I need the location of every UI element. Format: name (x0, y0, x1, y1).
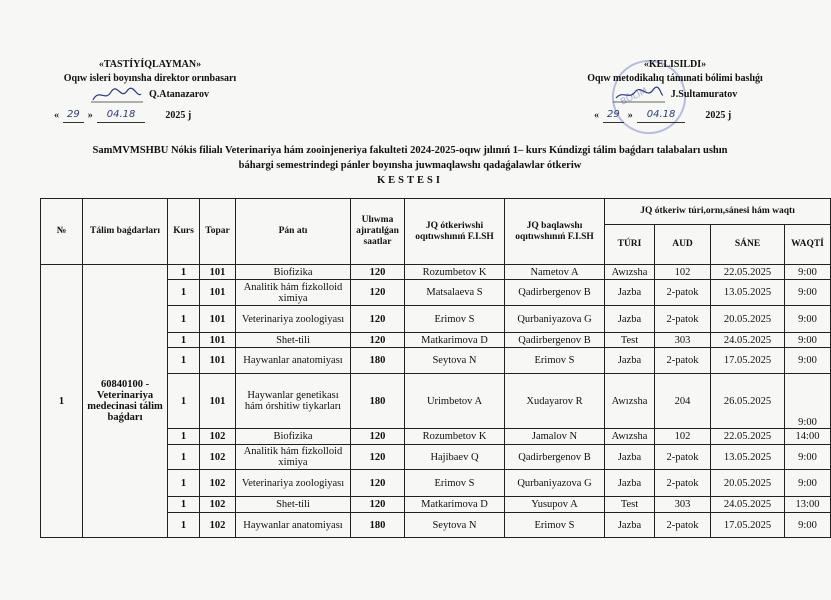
cell-subject: Analitik hám fizkolloid ximiya (236, 280, 351, 306)
header-course: Kurs (168, 199, 200, 265)
approval-right-sign-line (570, 86, 780, 104)
program-name: 60840100 - Veterinariya medecinasi tálim baǵdarı (83, 265, 168, 538)
cell-course: 1 (168, 513, 200, 538)
cell-type: Test (605, 333, 655, 348)
approval-left-date-year: 2025 j (165, 109, 192, 121)
cell-course: 1 (168, 445, 200, 470)
header-program: Tálim baǵdarları (83, 199, 168, 265)
cell-subject: Veterinariya zoologiyası (236, 306, 351, 333)
cell-type: Jazba (605, 306, 655, 333)
cell-course: 1 (168, 265, 200, 280)
cell-time: 9:00 (785, 280, 831, 306)
cell-time: 9:00 (785, 470, 831, 497)
title-line-3: KESTESI (377, 175, 443, 186)
row-group-number: 1 (41, 265, 83, 538)
cell-hours: 120 (351, 280, 405, 306)
cell-teacher: Hajibaev Q (405, 445, 505, 470)
cell-controller: Qadirbergenov B (505, 280, 605, 306)
cell-course: 1 (168, 374, 200, 429)
cell-time: 9:00 (785, 333, 831, 348)
cell-type: Jazba (605, 280, 655, 306)
cell-room: 2-patok (655, 470, 711, 497)
cell-group: 101 (200, 265, 236, 280)
document-title (40, 143, 780, 188)
cell-course: 1 (168, 497, 200, 513)
approval-right-position: Oqıw metodikalıq támınati bólimi baslıǵı (587, 73, 763, 84)
cell-subject: Veterinariya zoologiyası (236, 470, 351, 497)
cell-controller: Xudayarov R (505, 374, 605, 429)
cell-type: Jazba (605, 445, 655, 470)
cell-group: 101 (200, 333, 236, 348)
cell-group: 102 (200, 470, 236, 497)
approval-left-date: « 29 » 04.18 2025 j (54, 108, 260, 123)
approval-left-position: Oqıw isleri boyınsha direktor orınbasarı (63, 73, 237, 84)
cell-hours: 120 (351, 333, 405, 348)
cell-teacher: Erimov S (405, 306, 505, 333)
title-line-1: SamMVMSHBU Nókis filialı Veterinariya hám zooinjeneriya fakulteti 2024-2025-oqıw jılınıń 1– kurs Kúndizgi tálim baǵdarı talabaları ushın (92, 145, 728, 156)
cell-controller: Jamalov N (505, 429, 605, 445)
cell-hours: 120 (351, 265, 405, 280)
cell-controller: Yusupov A (505, 497, 605, 513)
cell-course: 1 (168, 306, 200, 333)
cell-time: 9:00 (785, 374, 831, 429)
cell-type: Awızsha (605, 374, 655, 429)
cell-time: 9:00 (785, 513, 831, 538)
cell-subject: Haywanlar genetikası hám órshitiw tiykarları (236, 374, 351, 429)
cell-date: 20.05.2025 (711, 306, 785, 333)
header-exam-group: JQ ótkeriw túri,ornı,sánesi hám waqtı (605, 199, 831, 225)
cell-date: 24.05.2025 (711, 333, 785, 348)
cell-date: 13.05.2025 (711, 445, 785, 470)
cell-time: 14:00 (785, 429, 831, 445)
approval-right-heading: «KELISILDI» (643, 59, 707, 70)
approval-right-date-year: 2025 j (705, 109, 732, 121)
title-line-2: báhargi semestrindegi pánler boyınsha juwmaqlawshı qadaǵalawlar ótkeriw (238, 160, 582, 171)
cell-hours: 120 (351, 470, 405, 497)
cell-subject: Biofizika (236, 429, 351, 445)
cell-subject: Haywanlar anatomiyası (236, 348, 351, 374)
cell-type: Test (605, 497, 655, 513)
header-controller: JQ baqlawshı oqıtıwshınıń F.I.SH (505, 199, 605, 265)
cell-teacher: Erimov S (405, 470, 505, 497)
cell-type: Jazba (605, 348, 655, 374)
cell-time: 9:00 (785, 265, 831, 280)
approval-left-sign-line (40, 86, 260, 104)
cell-group: 101 (200, 280, 236, 306)
cell-room: 303 (655, 333, 711, 348)
cell-date: 26.05.2025 (711, 374, 785, 429)
cell-room: 2-patok (655, 306, 711, 333)
table-row (41, 265, 831, 280)
cell-time: 9:00 (785, 306, 831, 333)
cell-room: 2-patok (655, 348, 711, 374)
header-time: WAQTÍ (785, 225, 831, 265)
header-date: SÁNE (711, 225, 785, 265)
header-room: AUD (655, 225, 711, 265)
cell-room: 2-patok (655, 445, 711, 470)
cell-controller: Qurbaniyazova G (505, 306, 605, 333)
cell-hours: 180 (351, 513, 405, 538)
cell-teacher: Seytova N (405, 513, 505, 538)
cell-date: 22.05.2025 (711, 265, 785, 280)
approval-left-date-day: 29 (63, 108, 84, 123)
approval-left-date-month: 04.18 (97, 108, 146, 123)
cell-date: 13.05.2025 (711, 280, 785, 306)
cell-hours: 180 (351, 374, 405, 429)
cell-room: 2-patok (655, 513, 711, 538)
cell-group: 102 (200, 445, 236, 470)
cell-type: Jazba (605, 470, 655, 497)
signature-icon (91, 86, 143, 104)
cell-course: 1 (168, 429, 200, 445)
cell-subject: Analitik hám fizkolloid ximiya (236, 445, 351, 470)
cell-time: 9:00 (785, 445, 831, 470)
cell-date: 22.05.2025 (711, 429, 785, 445)
cell-teacher: Matsalaeva S (405, 280, 505, 306)
approval-right-signer: J.Sultamuratov (670, 89, 738, 100)
cell-course: 1 (168, 333, 200, 348)
cell-type: Awızsha (605, 429, 655, 445)
cell-course: 1 (168, 470, 200, 497)
cell-group: 102 (200, 497, 236, 513)
cell-hours: 120 (351, 497, 405, 513)
header-subject: Pán atı (236, 199, 351, 265)
cell-teacher: Rozumbetov K (405, 429, 505, 445)
cell-subject: Shet-tili (236, 333, 351, 348)
cell-hours: 120 (351, 306, 405, 333)
header-hours: Ulıwma ajıratılǵan saatlar (351, 199, 405, 265)
cell-date: 17.05.2025 (711, 348, 785, 374)
cell-room: 2-patok (655, 280, 711, 306)
cell-hours: 180 (351, 348, 405, 374)
cell-teacher: Matkarimova D (405, 333, 505, 348)
cell-hours: 120 (351, 445, 405, 470)
approval-right-date-month: 04.18 (637, 108, 686, 123)
cell-date: 20.05.2025 (711, 470, 785, 497)
cell-controller: Qadirbergenov B (505, 333, 605, 348)
approval-left-signer: Q.Atanazarov (148, 89, 210, 100)
header-type: TÚRI (605, 225, 655, 265)
cell-teacher: Urimbetov A (405, 374, 505, 429)
cell-group: 102 (200, 429, 236, 445)
cell-time: 13:00 (785, 497, 831, 513)
stamp-text: BÓLIM (619, 86, 650, 108)
approval-left (40, 58, 260, 123)
cell-time: 9:00 (785, 348, 831, 374)
approval-right-date-day: 29 (603, 108, 624, 123)
cell-room: 102 (655, 429, 711, 445)
cell-hours: 120 (351, 429, 405, 445)
cell-teacher: Seytova N (405, 348, 505, 374)
cell-room: 303 (655, 497, 711, 513)
cell-controller: Erimov S (505, 513, 605, 538)
approval-right-date: « 29 » 04.18 2025 j (594, 108, 780, 123)
schedule-table (40, 198, 831, 538)
cell-room: 204 (655, 374, 711, 429)
approval-left-heading: «TASTÍYÍQLAYMAN» (98, 59, 202, 70)
header-num: № (41, 199, 83, 265)
cell-controller: Qadirbergenov B (505, 445, 605, 470)
approval-right (570, 58, 780, 123)
cell-teacher: Rozumbetov K (405, 265, 505, 280)
cell-group: 101 (200, 374, 236, 429)
cell-group: 102 (200, 513, 236, 538)
header-teacher: JQ ótkeriwshi oqıtıwshınıń F.I.SH (405, 199, 505, 265)
header-group: Topar (200, 199, 236, 265)
cell-course: 1 (168, 280, 200, 306)
cell-date: 24.05.2025 (711, 497, 785, 513)
signature-icon (613, 86, 665, 104)
cell-controller: Qurbaniyazova G (505, 470, 605, 497)
cell-group: 101 (200, 306, 236, 333)
cell-controller: Erimov S (505, 348, 605, 374)
cell-group: 101 (200, 348, 236, 374)
cell-type: Jazba (605, 513, 655, 538)
cell-date: 17.05.2025 (711, 513, 785, 538)
cell-room: 102 (655, 265, 711, 280)
cell-course: 1 (168, 348, 200, 374)
cell-subject: Shet-tili (236, 497, 351, 513)
cell-controller: Nametov A (505, 265, 605, 280)
cell-subject: Biofizika (236, 265, 351, 280)
cell-subject: Haywanlar anatomiyası (236, 513, 351, 538)
cell-type: Awızsha (605, 265, 655, 280)
cell-teacher: Matkarimova D (405, 497, 505, 513)
